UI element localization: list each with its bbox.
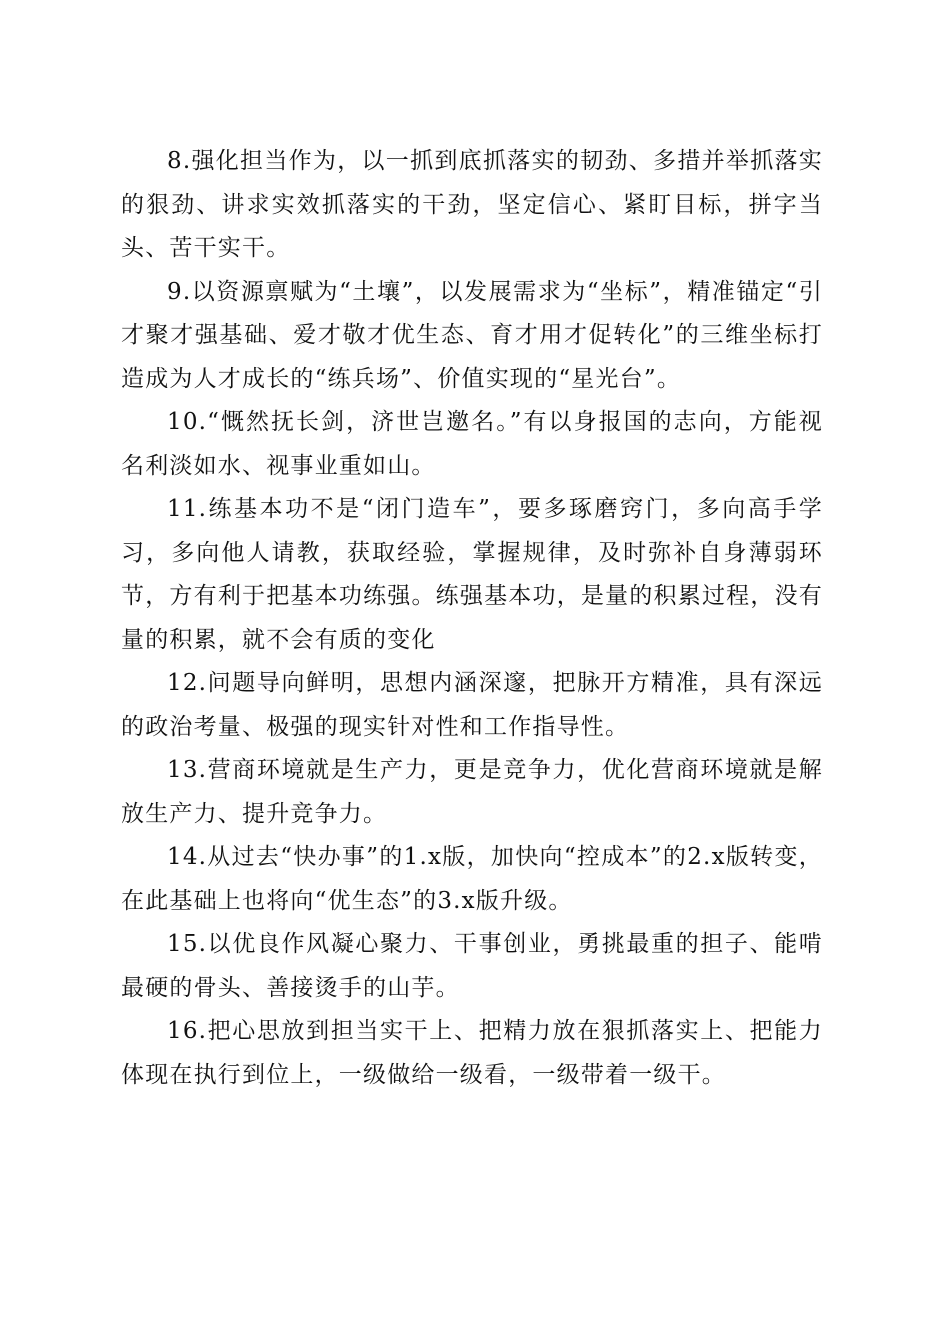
paragraph-13: 13.营商环境就是生产力，更是竞争力，优化营商环境就是解放生产力、提升竞争力。 <box>121 757 823 827</box>
paragraph-11: 11.练基本功不是“闭门造车”，要多琢磨窍门，多向高手学习，多向他人请教，获取经验，掌握规律，及时弥补自身薄弱环节，方有利于把基本功练强。练强基本功，是量的积累过程，没有量的积累，就不会有质的变化 <box>121 496 823 653</box>
paragraph-10: 10.“慨然抚长剑，济世岂邀名。”有以身报国的志向，方能视名利淡如水、视事业重如山。 <box>121 409 823 479</box>
document-body <box>121 140 823 1097</box>
paragraph-8: 8.强化担当作为，以一抓到底抓落实的韧劲、多措并举抓落实的狠劲、讲求实效抓落实的干劲，坚定信心、紧盯目标，拼字当头、苦干实干。 <box>121 148 823 261</box>
paragraph-14: 14.从过去“快办事”的1.x版，加快向“控成本”的2.x版转变，在此基础上也将向“优生态”的3.x版升级。 <box>121 844 823 914</box>
paragraph-12: 12.问题导向鲜明，思想内涵深邃，把脉开方精准，具有深远的政治考量、极强的现实针对性和工作指导性。 <box>121 670 823 740</box>
paragraph-9: 9.以资源禀赋为“土壤”，以发展需求为“坐标”，精准锚定“引才聚才强基础、爱才敬才优生态、育才用才促转化”的三维坐标打造成为人才成长的“练兵场”、价值实现的“星光台”。 <box>121 278 823 392</box>
paragraph-15: 15.以优良作风凝心聚力、干事创业，勇挑最重的担子、能啃最硬的骨头、善接烫手的山芋。 <box>121 931 823 1001</box>
paragraph-16: 16.把心思放到担当实干上、把精力放在狠抓落实上、把能力体现在执行到位上，一级做给一级看，一级带着一级干。 <box>121 1018 823 1088</box>
